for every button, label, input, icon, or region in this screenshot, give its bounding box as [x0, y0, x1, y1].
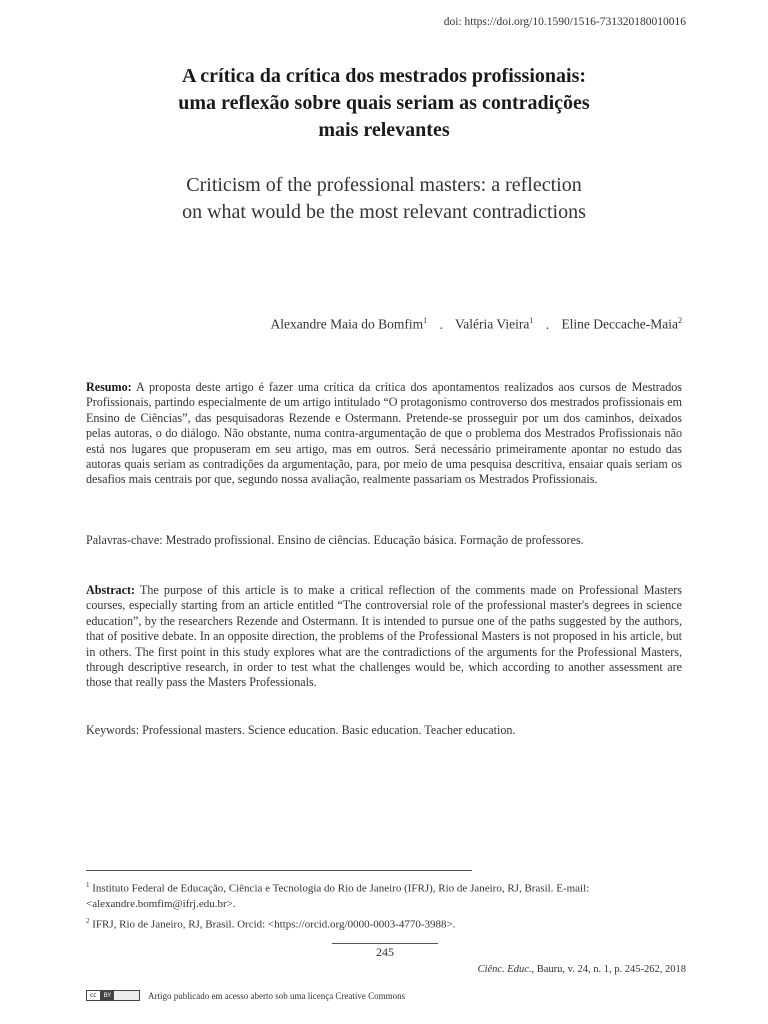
author-affiliation: 2 — [678, 316, 682, 325]
title-pt-line: mais relevantes — [318, 119, 450, 141]
citation-details: , Bauru, v. 24, n. 1, p. 245-262, 2018 — [531, 964, 686, 975]
abstract-en-label: Abstract: — [86, 583, 136, 597]
keywords-english: Keywords: Professional masters. Science education. Basic education. Teacher education. — [86, 723, 516, 737]
title-english — [86, 172, 682, 226]
footnote-mark: 2 — [86, 916, 90, 925]
footnote-text: Instituto Federal de Educação, Ciência e Tecnologia do Rio de Janeiro (IFRJ), Rio de Janeiro, RJ, Brasil. E-mail: <alexandre.bomfim@ifrj.edu.br>. — [86, 882, 590, 910]
page-number-rule — [332, 943, 438, 944]
doi-link[interactable]: doi: https://doi.org/10.1590/1516-731320180010016 — [443, 16, 686, 28]
creative-commons-icon[interactable] — [86, 990, 140, 1001]
cc-badge-label: cc — [87, 991, 101, 1000]
keywords-portuguese: Palavras-chave: Mestrado profissional. Ensino de ciências. Educação básica. Formação de professores. — [86, 533, 584, 547]
author-affiliation: 1 — [423, 316, 428, 325]
abstract-pt-text: A proposta deste artigo é fazer uma crítica da crítica dos apontamentos realizados aos cursos de Mestrados Profissionais, partindo especialmente de um artigo intitulado “O protagonismo controverso dos mestrados profissionais em Ensino de Ciências”, das pesquisadoras Rezende e Ostermann. Pretende-se prosseguir por um dos caminhos, deixados pelas autoras, o do diálogo. Não obstante, numa contra-argumentação de que o problema dos Mestrados Profissionais não está nos lugares que propuseram em seu artigo, mas em outros. Será necessário primeiramente apontar no estudo das autoras quais seriam as contradições da argumentação, para, por meio de uma pesquisa descritiva, ensaiar quais seriam os desafios mais centrais por que, segundo nossa avaliação, realmente passariam os Mestrados Profissionais. — [86, 380, 682, 487]
author-list — [271, 316, 682, 333]
footnotes — [86, 878, 682, 934]
by-badge-label: BY — [101, 991, 114, 1000]
page-number: 245 — [376, 945, 394, 959]
abstract-pt-label: Resumo: — [86, 380, 132, 394]
title-pt-line: uma reflexão sobre quais seriam as contradições — [178, 92, 590, 114]
author-name: Alexandre Maia do Bomfim — [270, 316, 424, 332]
footnote — [86, 878, 682, 912]
title-portuguese — [86, 63, 682, 144]
journal-name: Ciênc. Educ. — [477, 964, 532, 975]
author-name: Valéria Vieira — [455, 316, 530, 332]
author-affiliation: 1 — [529, 316, 534, 325]
footnote-mark: 1 — [86, 881, 90, 889]
abstract-portuguese — [86, 380, 682, 488]
title-pt-line: A crítica da crítica dos mestrados profissionais: — [181, 65, 587, 87]
footnote-divider — [86, 870, 472, 871]
author-separator: . — [545, 316, 550, 332]
title-en-line: Criticism of the professional masters: a reflection — [186, 174, 582, 196]
title-en-line: on what would be the most relevant contradictions — [182, 201, 586, 223]
footnote — [86, 914, 682, 933]
abstract-en-text: The purpose of this article is to make a critical reflection of the comments made on Professional Masters courses, especially starting from an article entitled “The controversial role of the professional master's degrees in science education”, by the researchers Rezende and Ostermann. It is intended to pursue one of the paths suggested by the authors, that of positive debate. In an opposite direction, the problems of the Professional Masters is not proposed in his article, but in others. The first point in this study explores what are the contradictions of the arguments for the Professional Masters, through descriptive research, in order to test what the challenges would be, which according to another assessment are those that really pass the Masters Professionals. — [86, 583, 682, 690]
author-name: Eline Deccache-Maia — [561, 316, 678, 332]
footnote-text: IFRJ, Rio de Janeiro, RJ, Brasil. Orcid: <https://orcid.org/0000-0003-4770-3988>. — [92, 918, 456, 931]
journal-citation — [478, 964, 686, 975]
abstract-english — [86, 583, 682, 691]
license-notice — [86, 990, 405, 1001]
author-separator: . — [439, 316, 443, 332]
license-text: Artigo publicado em acesso aberto sob uma licença Creative Commons — [148, 990, 406, 1001]
